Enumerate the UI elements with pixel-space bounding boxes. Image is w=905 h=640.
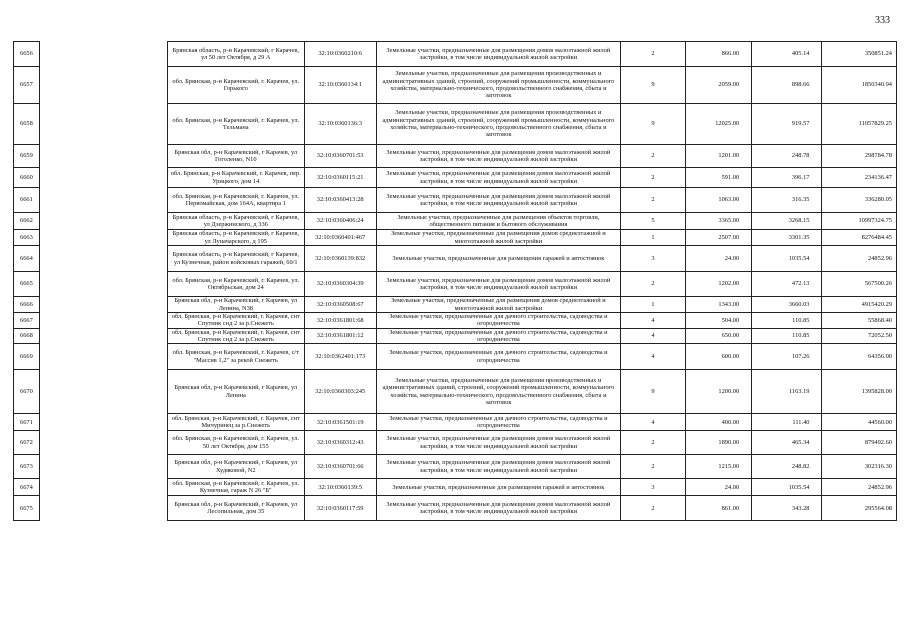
land-use-cell: Земельные участки, предназначенные для дачного строительства, садоводства и огородничества [376,414,620,431]
row-number: 6675 [14,496,40,521]
cadastral-value-cell: 24852.96 [822,246,897,272]
specific-value-cell: 1035.54 [752,479,822,496]
row-number: 6673 [14,455,40,479]
cadastral-number-cell: 32:10:0360134:1 [304,67,376,104]
cadastral-value-cell: 10997324.75 [822,213,897,230]
blank-column [39,230,167,246]
blank-column [39,496,167,521]
table-row [14,42,897,67]
cadastral-number-cell: 32:10:0361801:12 [304,328,376,344]
address-cell: обл. Брянская, р-н Карачевский, г. Карачев, ул. Первомайская, дом 164А, квартира 1 [168,188,304,213]
use-group-cell: 3 [620,479,685,496]
cadastral-value-cell: 24852.96 [822,479,897,496]
blank-column [39,414,167,431]
area-cell: 1201.00 [686,145,752,168]
table-row [14,145,897,168]
blank-column [39,479,167,496]
use-group-cell: 2 [620,431,685,455]
address-cell: обл. Брянская, р-н Карачевский, г. Карачев, ул. 50 лет Октября, дом 155 [168,431,304,455]
row-number: 6668 [14,328,40,344]
cadastral-number-cell: 32:10:0360701:53 [304,145,376,168]
table-row [14,313,897,329]
row-number: 6664 [14,246,40,272]
cadastral-number-cell: 32:10:0360139:832 [304,246,376,272]
specific-value-cell: 3268.15 [752,213,822,230]
blank-column [39,213,167,230]
table-row [14,188,897,213]
blank-column [39,328,167,344]
area-cell: 1890.00 [686,431,752,455]
row-number: 6663 [14,230,40,246]
cadastral-value-cell: 567500.26 [822,272,897,297]
land-use-cell: Земельные участки, предназначенные для размещения домов малоэтажной жилой застройки, в том числе индивидуальной жилой застройки [376,188,620,213]
specific-value-cell: 405.14 [752,42,822,67]
row-number: 6660 [14,168,40,188]
specific-value-cell: 472.13 [752,272,822,297]
use-group-cell: 2 [620,168,685,188]
area-cell: 861.00 [686,496,752,521]
area-cell: 1200.00 [686,370,752,414]
area-cell: 2059.00 [686,67,752,104]
use-group-cell: 1 [620,297,685,313]
table-row [14,272,897,297]
specific-value-cell: 1035.54 [752,246,822,272]
cadastral-value-cell: 8276484.45 [822,230,897,246]
use-group-cell: 4 [620,344,685,370]
specific-value-cell: 3301.35 [752,230,822,246]
cadastral-number-cell: 32:10:0360508:67 [304,297,376,313]
row-number: 6666 [14,297,40,313]
address-cell: обл. Брянская, р-н Карачевский, г. Карачев, ул. Горького [168,67,304,104]
blank-column [39,344,167,370]
blank-column [39,455,167,479]
cadastral-number-cell: 32:10:0360401:467 [304,230,376,246]
area-cell: 1343.00 [686,297,752,313]
address-cell: обл. Брянская, р-н Карачевский, г. Карачев, ул. Кузнечная, гараж N 26 "Б" [168,479,304,496]
cadastral-value-cell: 1395828.00 [822,370,897,414]
row-number: 6674 [14,479,40,496]
row-number: 6656 [14,42,40,67]
specific-value-cell: 107.26 [752,344,822,370]
row-number: 6670 [14,370,40,414]
use-group-cell: 9 [620,104,685,145]
row-number: 6669 [14,344,40,370]
cadastral-number-cell: 32:10:0361501:19 [304,414,376,431]
use-group-cell: 9 [620,370,685,414]
land-use-cell: Земельные участки, предназначенные для размещения производственных и административных зданий, строений, сооружений промышленности, коммунального хозяйства, материально-технического, продовольственного снабжения, сбыта и заготовок [376,104,620,145]
use-group-cell: 1 [620,230,685,246]
blank-column [39,272,167,297]
land-use-cell: Земельные участки, предназначенные для размещения домов малоэтажной жилой застройки, в том числе индивидуальной жилой застройки [376,145,620,168]
area-cell: 24.00 [686,246,752,272]
use-group-cell: 2 [620,145,685,168]
cadastral-number-cell: 32:10:0361801:68 [304,313,376,329]
address-cell: обл. Брянская, р-н Карачевский, г. Карачев, пер. Урицкого, дом 14 [168,168,304,188]
specific-value-cell: 898.66 [752,67,822,104]
area-cell: 1215.00 [686,455,752,479]
land-use-cell: Земельные участки, предназначенные для размещения производственных и административных зданий, строений, сооружений промышленности, коммунального хозяйства, материально-технического, продовольственного снабжения, сбыта и заготовок [376,370,620,414]
row-number: 6671 [14,414,40,431]
cadastral-number-cell: 32:10:0360139:5 [304,479,376,496]
use-group-cell: 4 [620,414,685,431]
use-group-cell: 2 [620,42,685,67]
specific-value-cell: 248.78 [752,145,822,168]
cadastral-value-cell: 72052.50 [822,328,897,344]
cadastral-value-cell: 350851.24 [822,42,897,67]
table-row [14,370,897,414]
address-cell: обл. Брянская, р-н Карачевский, г. Карачев, с/т "Массив 1,2" за рекой Снежеть [168,344,304,370]
blank-column [39,42,167,67]
row-number: 6662 [14,213,40,230]
row-number: 6658 [14,104,40,145]
specific-value-cell: 110.85 [752,313,822,329]
area-cell: 12025.00 [686,104,752,145]
cadastral-value-table [13,41,897,521]
land-use-cell: Земельные участки, предназначенные для размещения домов малоэтажной жилой застройки, в том числе индивидуальной жилой застройки [376,455,620,479]
specific-value-cell: 1163.19 [752,370,822,414]
blank-column [39,168,167,188]
row-number: 6667 [14,313,40,329]
table-row [14,67,897,104]
address-cell: Брянская обл, р-н Карачевский, г Карачев, ул Ленина [168,370,304,414]
address-cell: Брянская обл, р-н Карачевский, г Карачев, ул Худяковой, N2 [168,455,304,479]
land-use-cell: Земельные участки, предназначенные для размещения домов малоэтажной жилой застройки, в том числе индивидуальной жилой застройки [376,496,620,521]
address-cell: Брянская область, р-н Карачевский, г Карачев, ул Луначарского, д 195 [168,230,304,246]
address-cell: обл. Брянская, р-н Карачевский, г. Карачев, ул. Октябрьская, дом 24 [168,272,304,297]
use-group-cell: 2 [620,272,685,297]
use-group-cell: 2 [620,496,685,521]
land-use-cell: Земельные участки, предназначенные для дачного строительства, садоводства и огородничества [376,313,620,329]
table-row [14,479,897,496]
land-use-cell: Земельные участки, предназначенные для дачного строительства, садоводства и огородничества [376,328,620,344]
blank-column [39,104,167,145]
table-row [14,104,897,145]
row-number: 6659 [14,145,40,168]
address-cell: Брянская область, р-н Карачевский, г Карачев, ул 50 лет Октября, д 29 А [168,42,304,67]
area-cell: 866.00 [686,42,752,67]
blank-column [39,370,167,414]
blank-column [39,188,167,213]
cadastral-number-cell: 32:10:0360115:21 [304,168,376,188]
blank-column [39,67,167,104]
area-cell: 650.00 [686,328,752,344]
land-use-cell: Земельные участки, предназначенные для размещения домов малоэтажной жилой застройки, в том числе индивидуальной жилой застройки [376,168,620,188]
specific-value-cell: 343.28 [752,496,822,521]
use-group-cell: 2 [620,455,685,479]
blank-column [39,145,167,168]
area-cell: 600.00 [686,344,752,370]
address-cell: Брянская обл, р-н Карачевский, г Карачев, ул Ленина, N38 [168,297,304,313]
row-number: 6661 [14,188,40,213]
table-body [14,42,897,521]
cadastral-number-cell: 32:10:0360136:3 [304,104,376,145]
cadastral-number-cell: 32:10:0360304:39 [304,272,376,297]
use-group-cell: 4 [620,313,685,329]
address-cell: Брянская обл, р-н Карачевский, г Карачев, ул Лесопильная, дом 35 [168,496,304,521]
cadastral-value-cell: 234136.47 [822,168,897,188]
row-number: 6672 [14,431,40,455]
land-use-cell: Земельные участки, предназначенные для размещения объектов торговли, общественного питания и бытового обслуживания [376,213,620,230]
area-cell: 400.00 [686,414,752,431]
land-use-cell: Земельные участки, предназначенные для дачного строительства, садоводства и огородничества [376,344,620,370]
area-cell: 591.00 [686,168,752,188]
specific-value-cell: 919.57 [752,104,822,145]
address-cell: обл. Брянская, р-н Карачевский, г. Карачев, снт Спутник снд 2 за р.Снежеть [168,328,304,344]
table-row [14,168,897,188]
cadastral-number-cell: 32:10:0360210:6 [304,42,376,67]
row-number: 6657 [14,67,40,104]
area-cell: 1202.00 [686,272,752,297]
specific-value-cell: 110.85 [752,328,822,344]
address-cell: обл. Брянская, р-н Карачевский, г. Карачев, снт Мичуринец за р.Снежеть [168,414,304,431]
table-row [14,455,897,479]
use-group-cell: 4 [620,328,685,344]
area-cell: 3365.00 [686,213,752,230]
address-cell: обл. Брянская, р-н Карачевский, г. Карачев, ул. Тельмана [168,104,304,145]
cadastral-value-cell: 11057829.25 [822,104,897,145]
table-row [14,297,897,313]
area-cell: 2507.00 [686,230,752,246]
specific-value-cell: 396.17 [752,168,822,188]
cadastral-value-cell: 4915420.29 [822,297,897,313]
blank-column [39,313,167,329]
table-row [14,213,897,230]
land-use-cell: Земельные участки, предназначенные для размещения домов малоэтажной жилой застройки, в том числе индивидуальной жилой застройки [376,42,620,67]
cadastral-value-cell: 64356.00 [822,344,897,370]
cadastral-number-cell: 32:10:0360303:245 [304,370,376,414]
address-cell: обл. Брянская, р-н Карачевский, г. Карачев, снт Спутник снд 2 за р.Снежеть [168,313,304,329]
cadastral-number-cell: 32:10:0360117:59 [304,496,376,521]
table-row [14,414,897,431]
address-cell: Брянская область, р-н Карачевский, г Карачев, ул Дзержинского, д 336 [168,213,304,230]
blank-column [39,246,167,272]
address-cell: Брянская область, р-н Карачевский, г Карачев, ул Кузнечная, район войсковых гаражей, 60/1 [168,246,304,272]
land-use-cell: Земельные участки, предназначенные для размещения домов малоэтажной жилой застройки, в том числе индивидуальной жилой застройки [376,272,620,297]
land-use-cell: Земельные участки, предназначенные для размещения гаражей и автостоянок [376,246,620,272]
cadastral-value-cell: 1850340.94 [822,67,897,104]
area-cell: 1063.00 [686,188,752,213]
blank-column [39,431,167,455]
table-row [14,344,897,370]
use-group-cell: 5 [620,213,685,230]
specific-value-cell: 316.35 [752,188,822,213]
row-number: 6665 [14,272,40,297]
blank-column [39,297,167,313]
cadastral-value-cell: 55868.40 [822,313,897,329]
cadastral-number-cell: 32:10:0360413:28 [304,188,376,213]
land-use-cell: Земельные участки, предназначенные для размещения домов среднеэтажной и многоэтажной жилой застройки [376,297,620,313]
address-cell: Брянская обл, р-н Карачевский, г Карачев, ул Гоголенко, N10 [168,145,304,168]
use-group-cell: 2 [620,188,685,213]
specific-value-cell: 111.40 [752,414,822,431]
land-use-cell: Земельные участки, предназначенные для размещения домов малоэтажной жилой застройки, в том числе индивидуальной жилой застройки [376,431,620,455]
cadastral-number-cell: 32:10:0360406:24 [304,213,376,230]
table-row [14,230,897,246]
cadastral-value-cell: 336280.05 [822,188,897,213]
cadastral-value-cell: 295564.08 [822,496,897,521]
use-group-cell: 9 [620,67,685,104]
page-number: 333 [875,15,890,26]
area-cell: 504.00 [686,313,752,329]
specific-value-cell: 465.34 [752,431,822,455]
specific-value-cell: 3660.03 [752,297,822,313]
cadastral-number-cell: 32:10:0360312:43 [304,431,376,455]
cadastral-value-cell: 879492.60 [822,431,897,455]
area-cell: 24.00 [686,479,752,496]
table-row [14,431,897,455]
table-row [14,328,897,344]
table-row [14,246,897,272]
cadastral-number-cell: 32:10:0362401:173 [304,344,376,370]
land-use-cell: Земельные участки, предназначенные для размещения гаражей и автостоянок [376,479,620,496]
land-use-cell: Земельные участки, предназначенные для размещения домов среднеэтажной и многоэтажной жилой застройки [376,230,620,246]
specific-value-cell: 248.82 [752,455,822,479]
cadastral-value-cell: 298784.78 [822,145,897,168]
cadastral-value-cell: 302316.30 [822,455,897,479]
cadastral-value-cell: 44560.00 [822,414,897,431]
use-group-cell: 3 [620,246,685,272]
land-use-cell: Земельные участки, предназначенные для размещения производственных и административных зданий, строений, сооружений промышленности, коммунального хозяйства, материально-технического, продовольственного снабжения, сбыта и заготовок [376,67,620,104]
table-row [14,496,897,521]
cadastral-number-cell: 32:10:0360701:66 [304,455,376,479]
